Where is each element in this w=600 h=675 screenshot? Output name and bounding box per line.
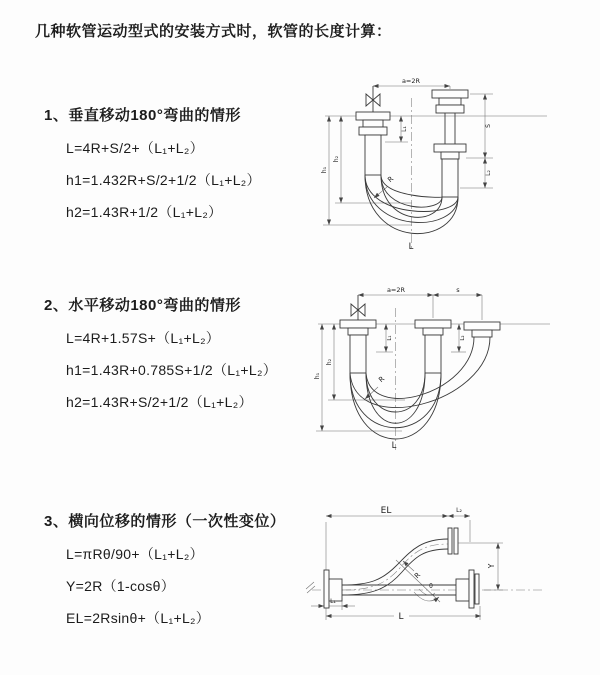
dim-label-h1: h₁ (314, 372, 321, 380)
dim-label-h1: h₁ (321, 166, 328, 174)
flange-right (456, 570, 479, 608)
formula: h1=1.432R+S/2+1/2（L₁+L₂） (66, 172, 261, 188)
section-2 (44, 294, 277, 418)
flange-upper (448, 528, 458, 554)
formula: h2=1.43R+1/2（L₁+L₂） (66, 204, 223, 220)
dim-label-l1: L₁ (330, 598, 336, 605)
formula: EL=2Rsinθ+（L₁+L₂） (66, 610, 211, 626)
dim-label-a: a=2R (386, 286, 406, 294)
piping (340, 295, 500, 439)
page-title: 几种软管运动型式的安装方式时，软管的长度计算： (35, 23, 392, 40)
formula: L=4R+S/2+（L₁+L₂） (66, 140, 204, 156)
dim-label-h2: h₂ (326, 358, 333, 366)
flange-right-lower (434, 144, 466, 159)
flange-right (464, 322, 500, 337)
formula: h2=1.43R+S/2+1/2（L₁+L₂） (66, 394, 253, 410)
diagram-horizontal-180-bend (310, 278, 600, 458)
centerline-break-mark (306, 582, 315, 593)
dim-label-el: EL (380, 506, 392, 516)
dim-label-l2: L₂ (456, 507, 462, 514)
section-1 (44, 104, 261, 228)
dim-label-s: S (485, 124, 492, 128)
braided-hose-section (425, 335, 441, 373)
hose-u-bend-curves (350, 337, 490, 439)
section-3-heading: 3、横向位移的情形（一次性变位） (44, 513, 286, 530)
section-3 (44, 510, 285, 634)
radius-label: R (413, 571, 423, 581)
length-label: L (391, 441, 397, 451)
section-1-heading: 1、垂直移动180°弯曲的情形 (44, 107, 241, 124)
braided-hose-section (365, 135, 381, 175)
braided-hose-section (350, 335, 366, 373)
dim-label-h2: h₂ (333, 155, 340, 163)
radius-label: R (377, 374, 387, 385)
dim-label-l1: L₁ (401, 126, 408, 132)
piping (324, 528, 479, 608)
dim-label-y: Y (487, 563, 496, 569)
diagram-vertical-180-bend (315, 70, 600, 265)
section-1-formulas (66, 132, 261, 228)
length-label: L (398, 612, 404, 622)
section-2-formulas (66, 322, 277, 418)
dim-label-l2: L₂ (460, 335, 466, 341)
flange-left (340, 320, 376, 335)
dim-label-l1: L₁ (387, 335, 393, 341)
section-3-formulas (66, 538, 285, 634)
dim-label-l2: L₂ (485, 170, 492, 176)
formula: L=4R+1.57S+（L₁+L₂） (66, 330, 221, 346)
formula: h1=1.43R+0.785S+1/2（L₁+L₂） (66, 362, 277, 378)
flange-left (356, 112, 390, 135)
diagram-lateral-displacement (298, 498, 598, 648)
dimension-lines (323, 86, 547, 225)
formula: Y=2R（1-cosθ） (66, 578, 176, 594)
dim-label-a: a=2R (401, 77, 421, 85)
angle-label: θ (429, 583, 433, 590)
dim-label-s: s (456, 286, 460, 294)
flange-middle (415, 320, 451, 335)
section-2-heading: 2、水平移动180°弯曲的情形 (44, 297, 241, 314)
braided-hose-section (442, 159, 458, 197)
radius-label: R (386, 174, 396, 185)
formula: L=πRθ/90+（L₁+L₂） (66, 546, 204, 562)
length-label: L (408, 242, 414, 252)
piping (356, 86, 468, 234)
flange-right-upper (432, 90, 468, 113)
